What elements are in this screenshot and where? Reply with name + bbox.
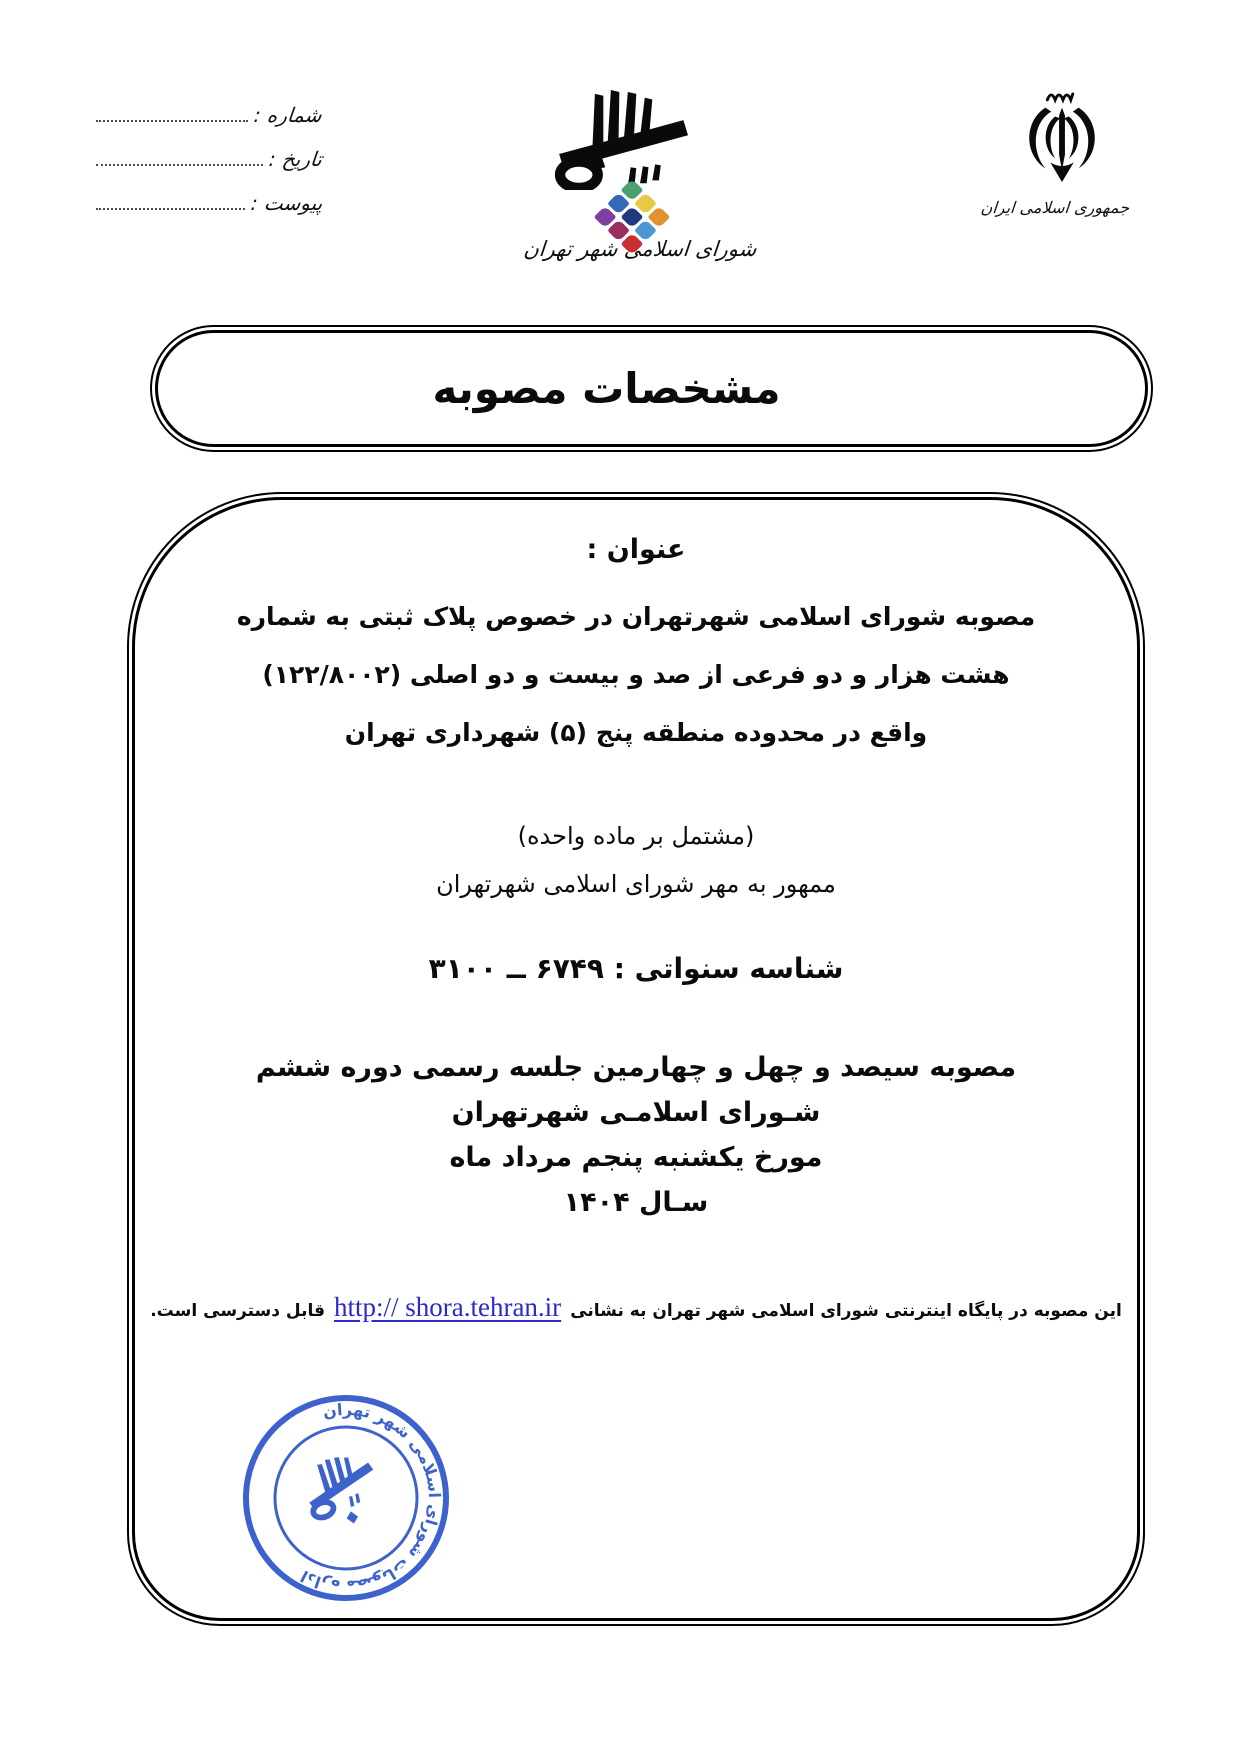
stamp-ring-text: اداره مصوبات شورای اسلامی شهر تهران — [297, 1399, 444, 1597]
session-line-1: مصوبه سیصد و چهل و چهارمین جلسه رسمی دوره ششم — [255, 1052, 1017, 1083]
note-line-1: (مشتمل بر ماده واحده) — [517, 822, 755, 850]
shora-tehran-link[interactable]: http:// shora.tehran.ir — [333, 1292, 562, 1322]
field-date-line — [96, 164, 263, 166]
note-line-2: ممهور به مهر شورای اسلامی شهرتهران — [436, 870, 836, 898]
iran-emblem-icon — [1018, 90, 1106, 184]
banner-title: مشخصات مصوبه — [432, 364, 781, 413]
field-attachment-line — [96, 208, 245, 210]
field-number-line — [96, 120, 248, 122]
banner-box — [155, 330, 1148, 447]
title-line-2: هشت هزار و دو فرعی از صد و بیست و دو اصلی (۱۲۲/۸۰۰۲) — [262, 660, 1010, 689]
iran-emblem-caption: جمهوری اسلامی ایران — [979, 198, 1131, 217]
title-label: عنوان : — [586, 534, 686, 565]
session-line-2: شـورای اسلامـی شهرتهران — [451, 1097, 821, 1128]
council-logo-icon — [545, 88, 705, 190]
title-line-3: واقع در محدوده منطقه پنج (۵) شهرداری تهران — [344, 718, 928, 747]
availability-line — [137, 1292, 1135, 1323]
session-line-4: سـال ۱۴۰۴ — [563, 1187, 709, 1218]
availability-suffix: قابل دسترسی است. — [150, 1301, 325, 1321]
annual-id: شناسه سنواتی : ۶۷۴۹ ــ ۳۱۰۰ — [428, 952, 844, 985]
field-date-label: تاریخ : — [267, 147, 324, 171]
field-attachment — [96, 191, 322, 215]
field-number — [96, 103, 322, 127]
field-number-label: شماره : — [253, 103, 324, 127]
session-line-3: مورخ یکشنبه پنجم مرداد ماه — [449, 1142, 823, 1173]
field-date — [96, 147, 322, 171]
availability-prefix: این مصوبه در پایگاه اینترنتی شورای اسلامی شهر تهران به نشانی — [570, 1301, 1122, 1321]
council-logo-caption: شورای اسلامی شهر تهران — [522, 237, 758, 261]
stamp-center-logo-icon — [298, 1446, 388, 1535]
title-line-1: مصوبه شورای اسلامی شهرتهران در خصوص پلاک ثبتی به شماره — [236, 602, 1036, 631]
field-attachment-label: پیوست : — [249, 191, 324, 215]
